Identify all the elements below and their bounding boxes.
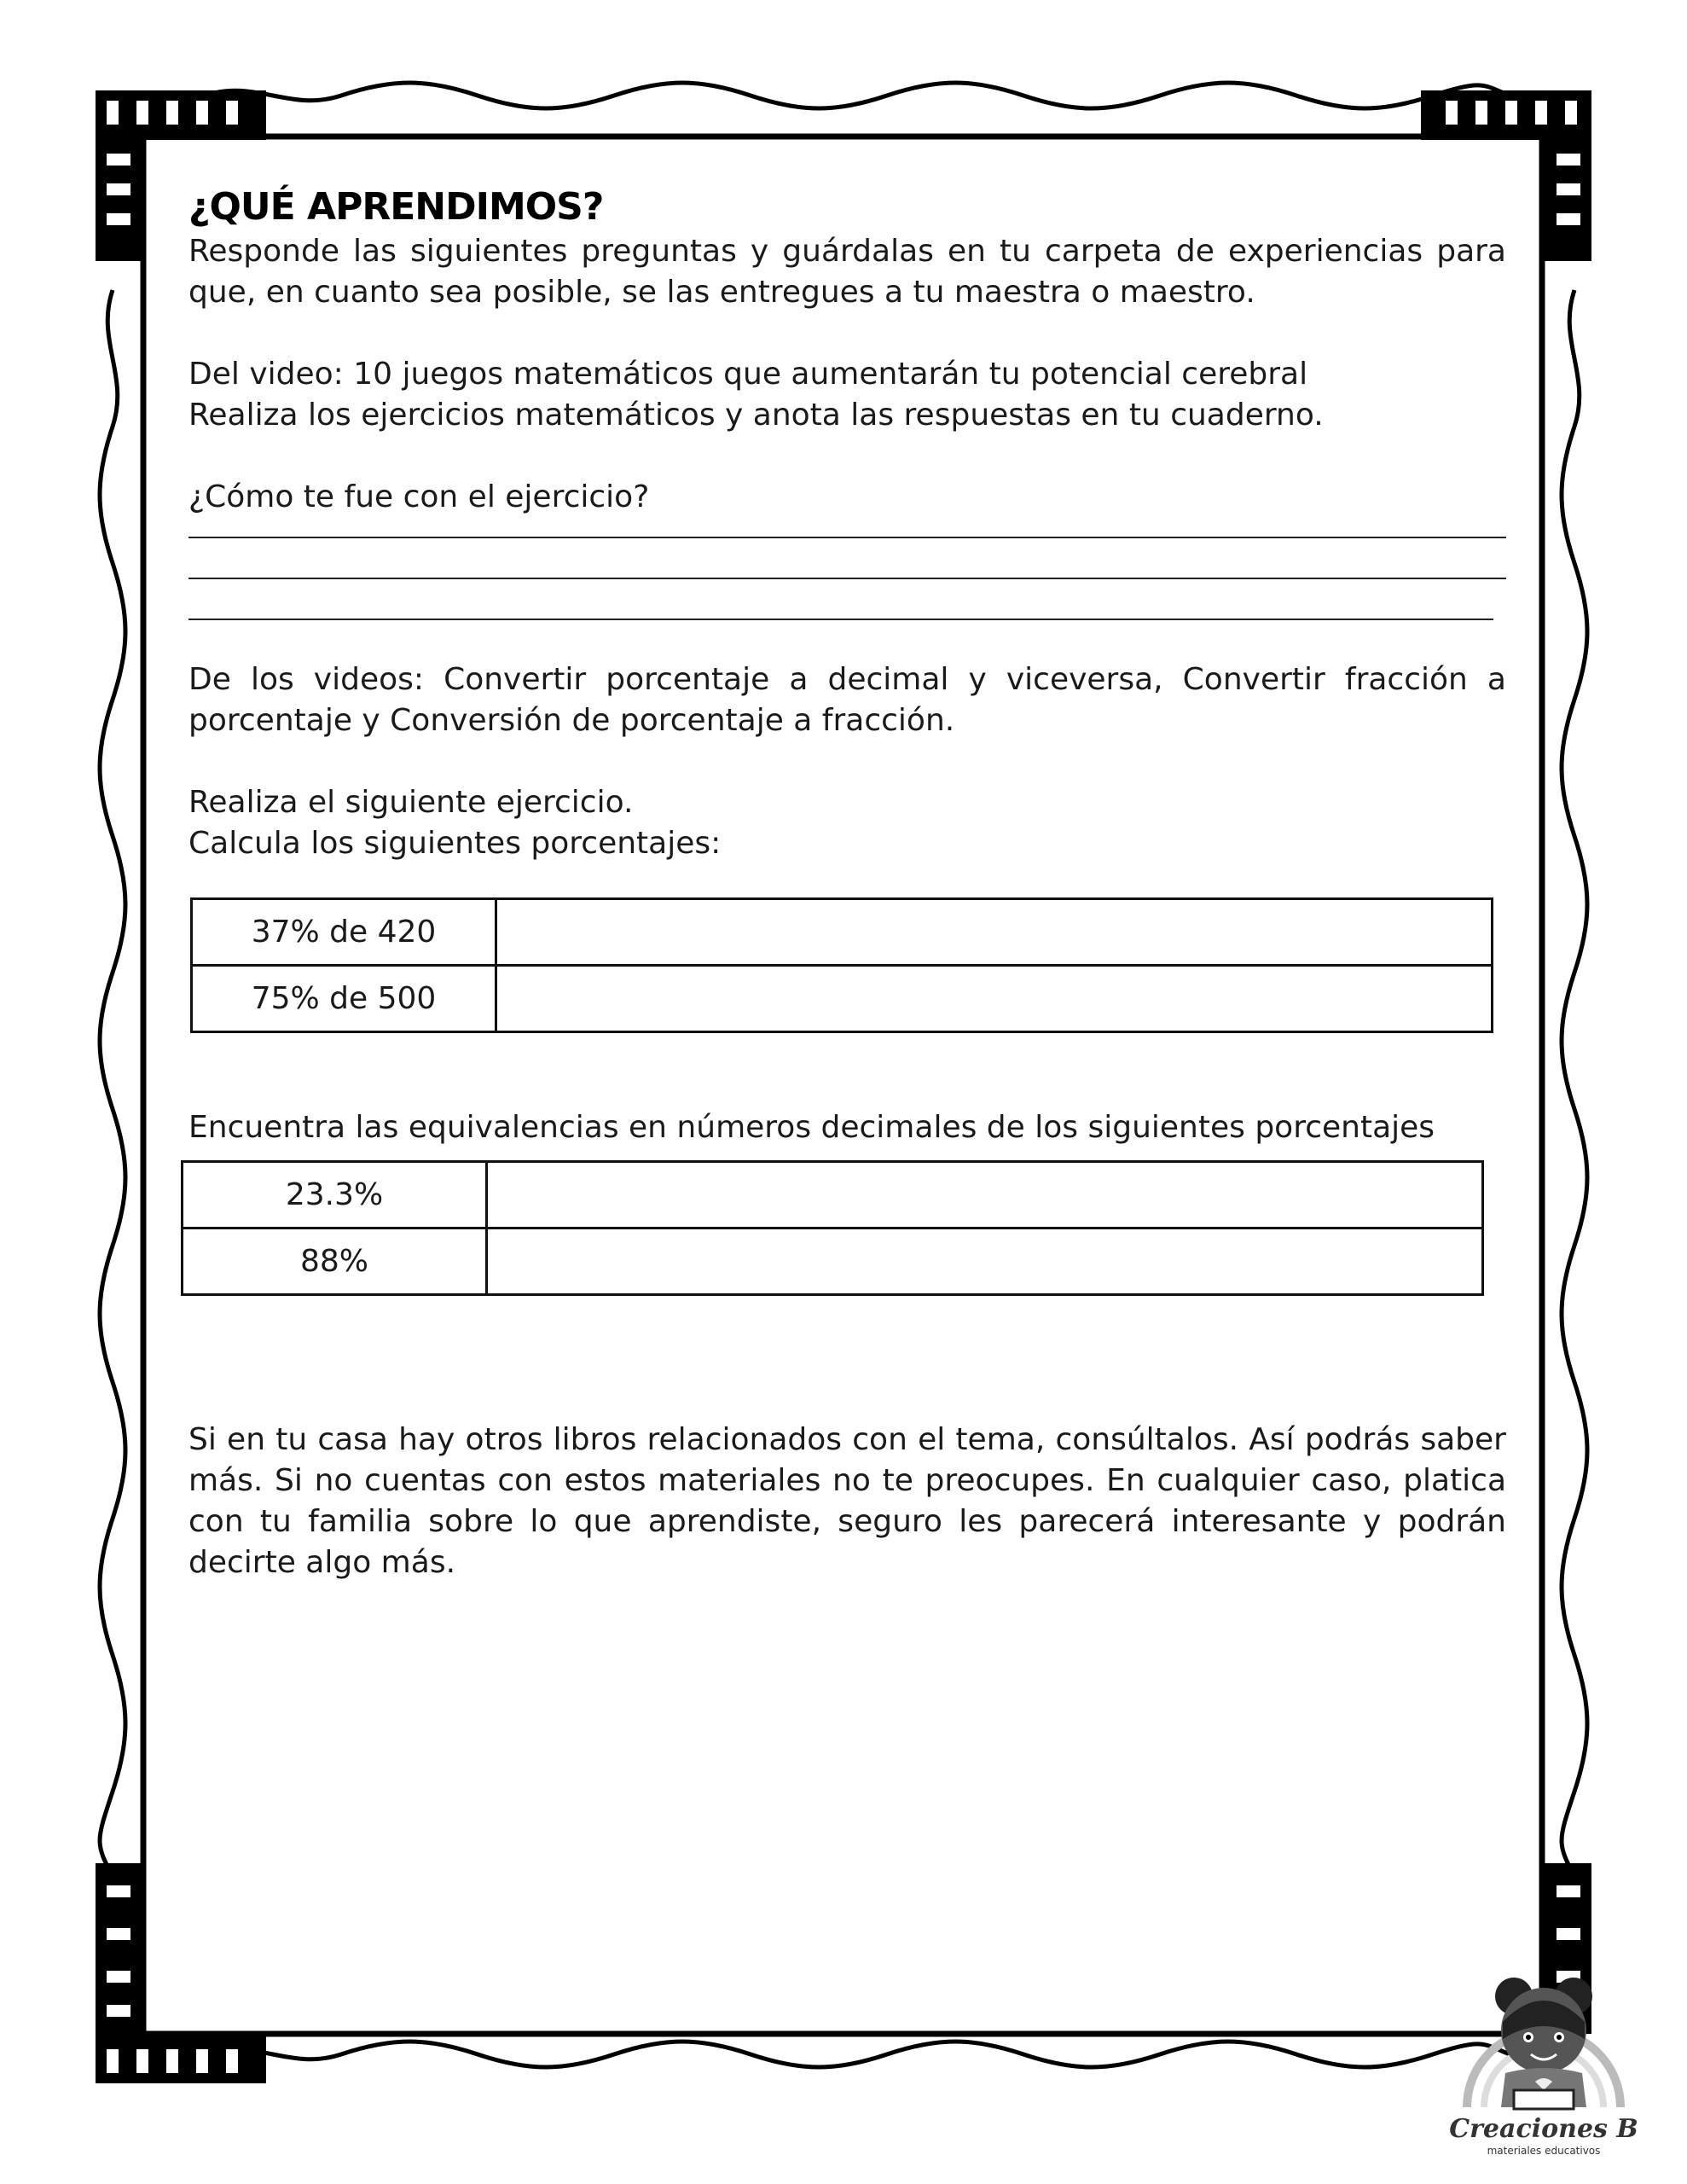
answer-lines[interactable]	[188, 537, 1506, 620]
decimal-prompt: 88%	[183, 1228, 487, 1295]
answer-cell[interactable]	[496, 966, 1493, 1032]
table-row	[192, 899, 1493, 966]
table-row	[183, 1228, 1483, 1295]
answer-cell[interactable]	[487, 1162, 1483, 1228]
table-row	[192, 966, 1493, 1032]
answer-line[interactable]	[188, 537, 1506, 538]
frame-wave-top	[205, 83, 1510, 108]
page-title: ¿QUÉ APRENDIMOS?	[188, 185, 604, 229]
percentages-table	[190, 897, 1493, 1033]
exercise-subtitle: Calcula los siguientes porcentajes:	[188, 826, 722, 861]
answer-cell[interactable]	[487, 1228, 1483, 1295]
table-row	[183, 1162, 1483, 1228]
logo-brand-text: Creaciones B	[1449, 2114, 1638, 2144]
frame-wave-bottom	[205, 2042, 1510, 2067]
decimals-table	[181, 1160, 1484, 1296]
percent-prompt: 37% de 420	[192, 899, 496, 966]
intro-text: Responde las siguientes preguntas y guárdalas en tu carpeta de experiencias para que, en cuanto sea posible, se las entregues a tu maestra o maestro.	[188, 234, 1506, 310]
frame-wave-left	[100, 290, 125, 1877]
video-reference: Del video: 10 juegos matemáticos que aumentarán tu potencial cerebral	[188, 357, 1308, 392]
creaciones-b-logo	[1441, 1962, 1646, 2167]
closing-text: Si en tu casa hay otros libros relacionados con el tema, consúltalos. Así podrás saber más. Si no cuentas con estos materiales no te preocupes. En cualquier caso, platica con tu familia sobre lo que aprendiste, seguro les parecerá interesante y podrán decirte algo más.	[188, 1422, 1506, 1580]
exercise-instruction: Realiza el siguiente ejercicio.	[188, 785, 634, 820]
decimals-instruction: Encuentra las equivalencias en números decimales de los siguientes porcentajes	[188, 1110, 1435, 1145]
frame-wave-right	[1562, 290, 1587, 1877]
film-corner-bottom-left	[96, 1863, 266, 2083]
percent-prompt: 75% de 500	[192, 966, 496, 1032]
video-instruction: Realiza los ejercicios matemáticos y anota las respuestas en tu cuaderno.	[188, 398, 1324, 433]
videos-paragraph: De los videos: Convertir porcentaje a decimal y viceversa, Convertir fracción a porcentaje y Conversión de porcentaje a fracción.	[188, 662, 1506, 738]
logo-tagline-text: materiales educativos	[1487, 2145, 1601, 2157]
question-text: ¿Cómo te fue con el ejercicio?	[188, 479, 650, 514]
answer-line[interactable]	[188, 619, 1493, 620]
worksheet-content	[188, 183, 1506, 864]
answer-line[interactable]	[188, 578, 1506, 579]
answer-cell[interactable]	[496, 899, 1493, 966]
decimal-prompt: 23.3%	[183, 1162, 487, 1228]
